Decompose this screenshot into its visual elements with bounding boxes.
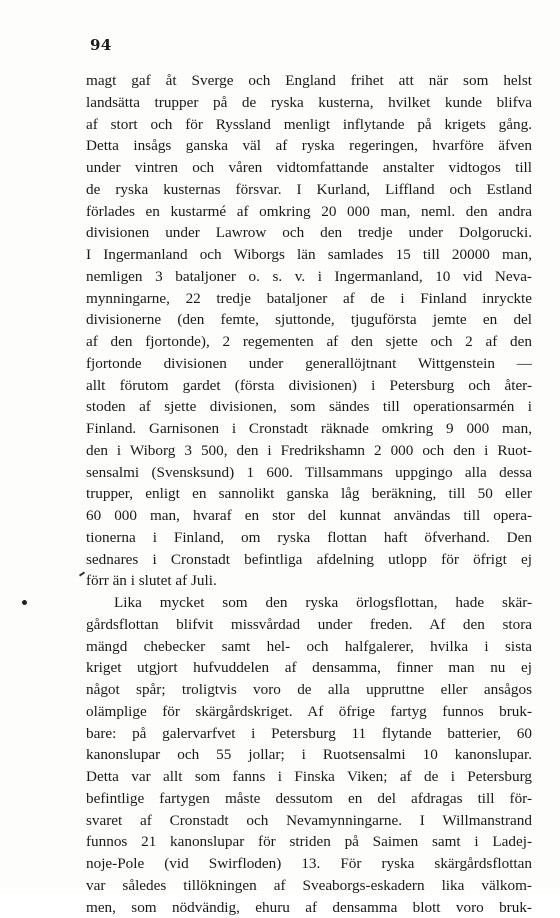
text-line: Finland. Garnisonen i Cronstadt räknade omkring 9 000 man, bbox=[86, 418, 532, 440]
text-line: stoden af sjette divisionen, som sändes till operationsarmén i bbox=[86, 396, 532, 418]
text-line: kriget utgjort hufvuddelen af densamma, finner man nu ej bbox=[86, 657, 532, 679]
text-line: mynningarne, 22 tredje bataljoner af de i Finland inryckte bbox=[86, 288, 532, 310]
text-line: tionerna i Finland, om ryska flottan haft öfverhand. Den bbox=[86, 527, 532, 549]
text-line: divisionen under Lawrow och den tredje under Dolgorucki. bbox=[86, 222, 532, 244]
text-line: af stort och för Ryssland menligt inflytande på krigets gång. bbox=[86, 114, 532, 136]
text-line: fjortonde divisionen under generallöjtnant Wittgenstein — bbox=[86, 353, 532, 375]
text-line: 60 000 man, hvaraf en stor del kunnat användas till opera- bbox=[86, 505, 532, 527]
text-line: den i Wiborg 3 500, den i Fredrikshamn 2 000 och den i Ruot- bbox=[86, 440, 532, 462]
text-line: kanonslupar och 55 jollar; i Ruotsensalmi 10 kanonslupar. bbox=[86, 744, 532, 766]
text-line: Detta insågs ganska väl af ryska regeringen, hvarföre äfven bbox=[86, 135, 532, 157]
text-line: I Ingermanland och Wiborgs län samlades 15 till 20000 man, bbox=[86, 244, 532, 266]
text-line: sednares i Cronstadt befintliga afdelning utlopp för öfrigt ej bbox=[86, 549, 532, 571]
margin-ink-dot bbox=[21, 599, 27, 605]
text-line: allt förutom gardet (första divisionen) i Petersburg och åter- bbox=[86, 375, 532, 397]
margin-tick-mark bbox=[79, 571, 85, 576]
text-line: något spår; troligtvis voro de alla uppruttne eller ansågos bbox=[86, 679, 532, 701]
page-number: 94 bbox=[90, 36, 112, 54]
text-line: magt gaf åt Sverge och England frihet att när som helst bbox=[86, 70, 532, 92]
text-line: olämplige för skärgårdskriget. Af öfrige fartyg funnos bruk- bbox=[86, 701, 532, 723]
text-line: bare: på galervarfvet i Petersburg 11 flytande batterier, 60 bbox=[86, 723, 532, 745]
text-line: landsätta trupper på de ryska kusterna, hvilket kunde blifva bbox=[86, 92, 532, 114]
text-line: trupper, enligt en sannolikt ganska låg beräkning, till 50 eller bbox=[86, 483, 532, 505]
text-line: af den fjortonde), 2 regementen af den sjette och 2 af den bbox=[86, 331, 532, 353]
text-line: gårdsflottan blifvit missvårdad under freden. Af den stora bbox=[86, 614, 532, 636]
text-line: noje-Pole (vid Swirfloden) 13. För ryska skärgårdsflottan bbox=[86, 853, 532, 875]
text-line: nemligen 3 bataljoner o. s. v. i Ingermanland, 10 vid Neva- bbox=[86, 266, 532, 288]
text-line: befintlige fartygen måste dessutom en del afdragas till för- bbox=[86, 788, 532, 810]
text-line: men, som nödvändig, ehuru af densamma blott voro bruk- bbox=[86, 897, 532, 918]
text-line: divisionerne (den femte, sjuttonde, tjuguförsta jemte en del bbox=[86, 309, 532, 331]
text-line: Detta var allt som fanns i Finska Viken; af de i Petersburg bbox=[86, 766, 532, 788]
text-line: sensalmi (Svensksund) 1 600. Tillsammans uppgingo alla dessa bbox=[86, 462, 532, 484]
text-line: de ryska kusternas försvar. I Kurland, Liffland och Estland bbox=[86, 179, 532, 201]
text-line: var således tillökningen af Sveaborgs-eskadern lika välkom- bbox=[86, 875, 532, 897]
body-text bbox=[86, 70, 532, 918]
text-line: förlades en kustarmé af omkring 20 000 man, neml. den andra bbox=[86, 201, 532, 223]
text-line: mängd chebecker samt hel- och halfgalerer, hvilka i sista bbox=[86, 636, 532, 658]
paragraph-last-line: förr än i slutet af Juli. bbox=[86, 570, 532, 592]
text-line: funnos 21 kanonslupar för striden på Saimen samt i Ladej- bbox=[86, 831, 532, 853]
text-line: svaret af Cronstadt och Nevamynningarne. I Willmanstrand bbox=[86, 810, 532, 832]
paragraph-first-line: Lika mycket som den ryska örlogsflottan, hade skär- bbox=[86, 592, 532, 614]
text-line: under vintren och våren vidtomfattande anstalter vidtogos till bbox=[86, 157, 532, 179]
